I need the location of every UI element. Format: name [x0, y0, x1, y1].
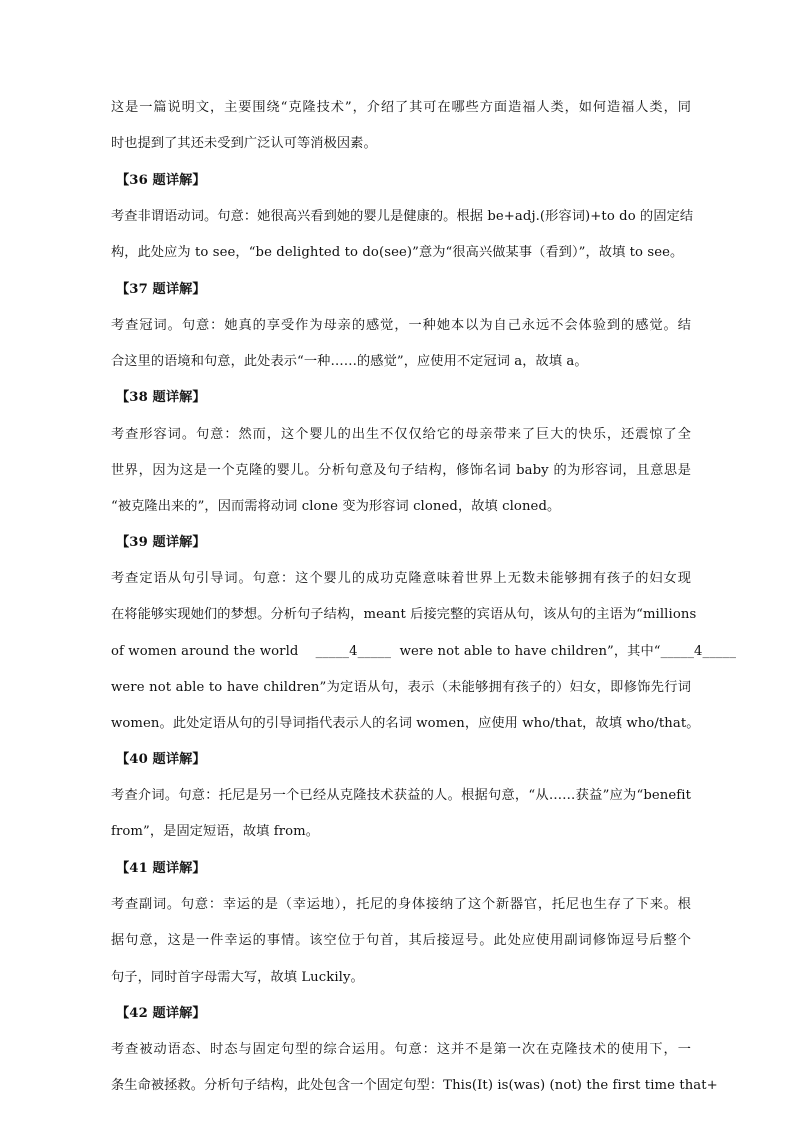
q41-line-2: 据句意，这是一件幸运的事情。该空位于句首，其后接逗号。此处应使用副词修饰逗号后整个 — [111, 933, 691, 948]
q38-line-3: “被克隆出来的”，因而需将动词 clone 变为形容词 cloned，故填 cloned。 — [111, 499, 561, 514]
q39-line-4: were not able to have children”为定语从句，表示（未能够拥有孩子的）妇女，即修饰先行词 — [111, 680, 691, 695]
q42-heading: 【42 题详解】 — [116, 1006, 206, 1021]
q37-line-2: 合这里的语境和句意，此处表示“一种……的感觉”，应使用不定冠词 a，故填 a。 — [111, 354, 588, 369]
q41-heading: 【41 题详解】 — [116, 861, 206, 876]
q38-line-1: 考查形容词。句意：然而，这个婴儿的出生不仅仅给它的母亲带来了巨大的快乐，还震惊了全 — [111, 427, 691, 442]
q39-line-5: women。此处定语从句的引导词指代表示人的名词 women，应使用 who/that，故填 who/that。 — [111, 716, 700, 731]
q39-line-1: 考查定语从句引导词。句意：这个婴儿的成功克隆意味着世界上无数未能够拥有孩子的妇女现 — [111, 571, 691, 586]
q40-heading: 【40 题详解】 — [116, 752, 206, 767]
q41-line-3: 句子，同时首字母需大写，故填 Luckily。 — [111, 970, 364, 985]
q36-line-2: 构，此处应为 to see，“be delighted to do(see)”意为“很高兴做某事（看到）”，故填 to see。 — [111, 245, 684, 260]
q39-heading: 【39 题详解】 — [116, 535, 206, 550]
intro-line-1: 这是一篇说明文，主要围绕“克隆技术”，介绍了其可在哪些方面造福人类，如何造福人类，同 — [111, 100, 691, 115]
q38-line-2: 世界，因为这是一个克隆的婴儿。分析句意及句子结构，修饰名词 baby 的为形容词，且意思是 — [111, 463, 691, 478]
q40-line-1: 考查介词。句意：托尼是另一个已经从克隆技术获益的人。根据句意，“从……获益”应为“benefit — [111, 788, 691, 803]
q38-heading: 【38 题详解】 — [116, 390, 206, 405]
q37-heading: 【37 题详解】 — [116, 282, 206, 297]
q42-line-1: 考查被动语态、时态与固定句型的综合运用。句意：这并不是第一次在克隆技术的使用下，一 — [111, 1042, 691, 1057]
q41-line-1: 考查副词。句意：幸运的是（幸运地），托尼的身体接纳了这个新器官，托尼也生存了下来。根 — [111, 897, 691, 912]
q36-heading: 【36 题详解】 — [116, 173, 206, 188]
q40-line-2: from”，是固定短语，故填 from。 — [111, 824, 320, 839]
q39-line-2: 在将能够实现她们的梦想。分析句子结构，meant 后接完整的宾语从句，该从句的主语为“millions — [111, 607, 697, 622]
q37-line-1: 考查冠词。句意：她真的享受作为母亲的感觉，一种她本以为自己永远不会体验到的感觉。结 — [111, 318, 691, 333]
q39-line-3: of women around the world _____4_____ were not able to have children”，其中“_____4_____ — [111, 644, 737, 659]
intro-line-2: 时也提到了其还未受到广泛认可等消极因素。 — [111, 136, 377, 151]
q42-line-2: 条生命被拯救。分析句子结构，此处包含一个固定句型：This(It) is(was) (not) the first time that+ — [111, 1078, 718, 1093]
q36-line-1: 考查非谓语动词。句意：她很高兴看到她的婴儿是健康的。根据 be+adj.(形容词)+to do 的固定结 — [111, 209, 694, 224]
